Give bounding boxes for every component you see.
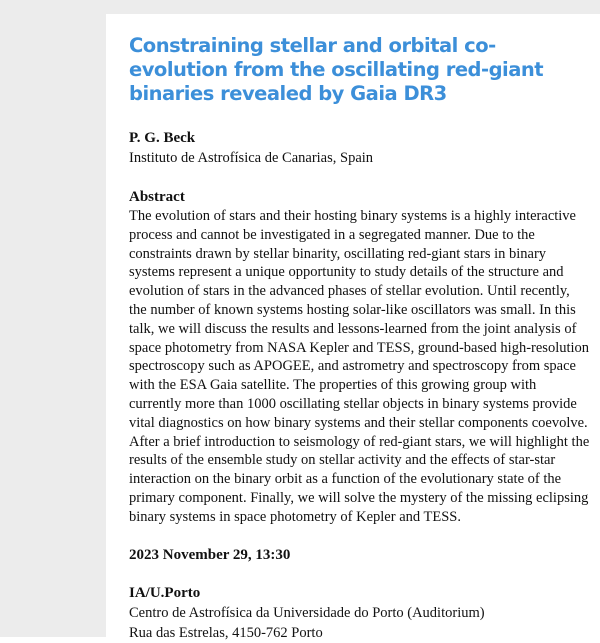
abstract-heading: Abstract [129, 189, 185, 205]
talk-date: 2023 November 29, 13:30 [129, 546, 291, 563]
venue-name: IA/U.Porto [129, 584, 201, 601]
venue-address-line-2: Rua das Estrelas, 4150-762 Porto [129, 624, 323, 641]
author-name: P. G. Beck [129, 130, 196, 146]
talk-title: Constraining stellar and orbital co-evolution from the oscillating red-giant binaries revealed by Gaia DR3 [129, 34, 544, 105]
seminar-announcement [129, 34, 591, 643]
author-affiliation: Instituto de Astrofísica de Canarias, Spain [129, 150, 374, 166]
left-margin-bar [0, 0, 106, 637]
top-margin-bar [0, 0, 600, 14]
abstract-text: The evolution of stars and their hosting binary systems is a highly interactive process and cannot be investigated in a segregated manner. Due to the constraints drawn by stellar binarity, oscillating red-giant stars in binary systems represent a unique opportunity to study details of the structure and evolution of stars in the advanced phases of stellar evolution. Until recently, the number of known systems hosting solar-like oscillators was small. In this talk, we will discuss the results and lessons-learned from the joint analysis of space photometry from NASA Kepler and TESS, ground-based high-resolution spectroscopy such as APOGEE, and astrometry and spectroscopy from space with the ESA Gaia satellite. The properties of this growing group with currently more than 1000 oscillating stellar objects in binary systems provide vital diagnostics on how binary systems and their stellar components coevolve. After a brief introduction to seismology of red-giant stars, we will highlight the results of the ensemble study on stellar activity and the effects of star-star interaction on the binary orbit as a function of the evolutionary state of the primary component. Finally, we will solve the mystery of the missing eclipsing binary systems in space photometry of Kepler and TESS. [129, 208, 590, 525]
venue-address-line-1: Centro de Astrofísica da Universidade do Porto (Auditorium) [129, 604, 485, 621]
